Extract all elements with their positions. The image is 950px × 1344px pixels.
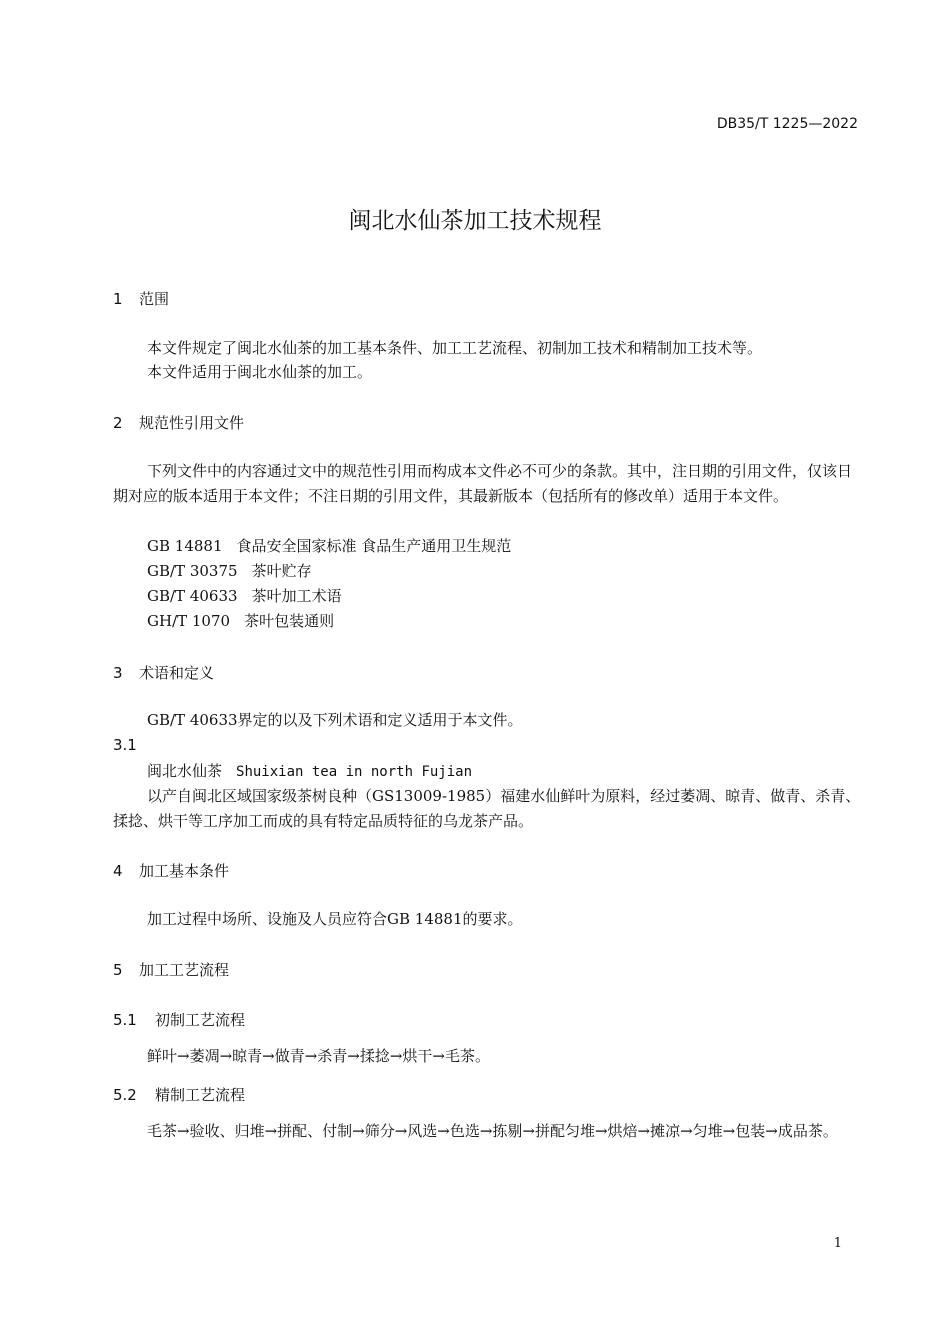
term-definition: 以产自闽北区域国家级茶树良种（GS13009-1985）福建水仙鲜叶为原料，经过萎凋、晾青、做青、杀青、揉捻、烘干等工序加工而成的具有特定品质特征的乌龙茶产品。 [113,787,861,830]
section-title: 范围 [139,290,170,308]
basic-conditions-paragraph: 加工过程中场所、设施及人员应符合GB 14881的要求。 [147,910,523,928]
references-intro-paragraph: 下列文件中的内容通过文中的规范性引用而构成本文件必不可少的条款。其中，注日期的引用文件，仅该日期对应的版本适用于本文件；不注日期的引用文件，其最新版本（包括所有的修改单）适用于本文件。 [113,462,853,505]
reference-title: 茶叶包装通则 [244,612,335,630]
document-title: 闽北水仙茶加工技术规程 [348,208,602,234]
subsection-5-2-heading [113,1084,245,1105]
subsection-5-1-heading [113,1009,245,1030]
reference-code: GB/T 40633 [147,587,238,605]
reference-code: GB/T 30375 [147,562,238,580]
reference-title: 茶叶贮存 [251,562,312,580]
reference-item [147,609,334,633]
reference-item [147,559,312,583]
reference-code: GB 14881 [147,537,223,555]
subsection-title: 初制工艺流程 [155,1011,246,1029]
term-english: Shuixian tea in north Fujian [236,764,473,780]
reference-code: GH/T 1070 [147,612,231,630]
reference-title: 茶叶加工术语 [251,587,342,605]
term-number: 3.1 [113,736,137,754]
section-title: 术语和定义 [139,664,215,682]
section-number: 3 [113,664,123,682]
reference-title: 食品安全国家标准 食品生产通用卫生规范 [236,537,512,555]
section-title: 加工工艺流程 [139,961,230,979]
section-number: 1 [113,290,123,308]
subsection-number: 5.1 [113,1011,137,1029]
terms-intro-paragraph: GB/T 40633界定的以及下列术语和定义适用于本文件。 [147,711,523,729]
section-number: 5 [113,961,123,979]
term-chinese: 闽北水仙茶 [147,762,223,780]
section-3-heading [113,662,214,683]
section-4-heading [113,860,229,881]
standard-code: DB35/T 1225—2022 [716,116,858,132]
section-1-heading [113,288,169,309]
primary-process-flow: 鲜叶→萎凋→晾青→做青→杀青→揉捻→烘干→毛茶。 [147,1047,490,1065]
scope-paragraph-2: 本文件适用于闽北水仙茶的加工。 [147,363,373,381]
section-title: 加工基本条件 [139,862,230,880]
term-entry [147,760,472,781]
section-2-heading [113,412,244,433]
refining-process-flow: 毛茶→验收、归堆→拼配、付制→筛分→风选→色选→拣剔→拼配匀堆→烘焙→摊凉→匀堆→包装→成品茶。 [147,1122,838,1140]
section-number: 4 [113,862,123,880]
scope-paragraph-1: 本文件规定了闽北水仙茶的加工基本条件、加工工艺流程、初制加工技术和精制加工技术等。 [147,339,763,357]
page-number: 1 [833,1236,842,1251]
section-5-heading [113,959,229,980]
section-title: 规范性引用文件 [139,414,245,432]
subsection-title: 精制工艺流程 [155,1086,246,1104]
reference-item [147,534,511,558]
reference-item [147,584,342,608]
section-number: 2 [113,414,123,432]
subsection-number: 5.2 [113,1086,137,1104]
